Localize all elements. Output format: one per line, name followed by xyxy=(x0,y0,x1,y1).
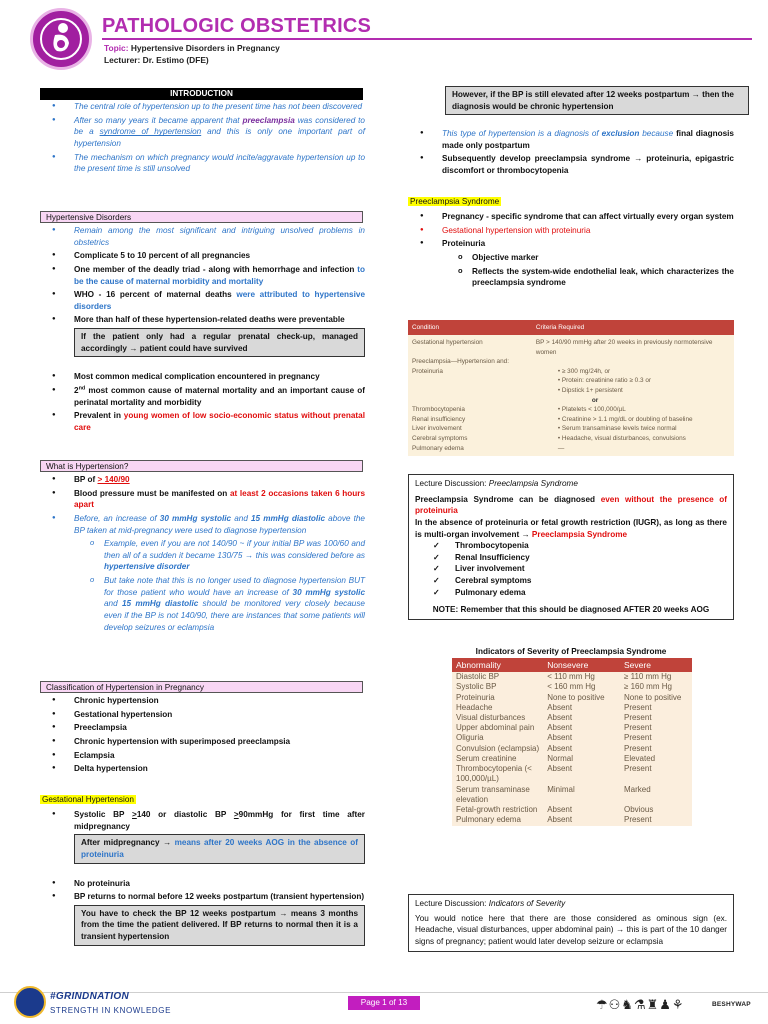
sub-item: o But take note that this is no longer used to diagnose hypertension BUT for those patient who would have an increase of 30 mmHg systolic and 15 mmHg diastolic should be monitored very closely because even if the BP is not 140/90, there are instances that some patients will develop seizures or eclampsia xyxy=(40,575,365,633)
list-item: ✓ Liver involvement xyxy=(415,563,727,575)
lecture-title: Lecture Discussion: Indicators of Severity xyxy=(415,899,566,908)
list-item: ● Blood pressure must be manifested on at least 2 occasions taken 6 hours apart xyxy=(40,488,365,511)
table-row xyxy=(452,764,692,784)
list-item: ● BP returns to normal before 12 weeks postpartum (transient hypertension) xyxy=(40,891,365,903)
note-box: After midpregnancy → means after 20 weeks AOG in the absence of proteinuria xyxy=(74,834,365,863)
column-header: Abnormality xyxy=(452,658,543,672)
lecture-paragraph: You would notice here that there are those considered as ominous sign (ex. Headache, visual disturbances, upper abdominal pain) → this is part of the 10 danger signs of pregnancy; patient would later develop seizure or eclampsia xyxy=(415,913,727,946)
list-item: ● 2nd most common cause of maternal mortality and an important cause of perinatal mortality and morbidity xyxy=(40,385,365,408)
table-cell: Thrombocytopenia (< 100,000/µL) xyxy=(456,764,532,784)
list-item: ● Proteinuria xyxy=(408,238,734,250)
table-cell: Upper abdominal pain xyxy=(456,723,535,733)
lecturer: Dr. Estimo (DFE) xyxy=(142,55,209,66)
table-cell: Present xyxy=(623,764,652,774)
table-cell: Pulmonary edema xyxy=(456,815,521,825)
list-item: ● No proteinuria xyxy=(40,878,365,890)
column-header: Criteria Required xyxy=(532,320,734,335)
table-row xyxy=(452,682,692,692)
column-header: Nonsevere xyxy=(543,658,620,672)
list-item: ✓ Renal Insufficiency xyxy=(415,552,727,564)
table-row: Proteinuria • ≥ 300 mg/24h, or xyxy=(412,367,611,375)
list-item: ● Prevalent in young women of low socio-economic status without prenatal care xyxy=(40,410,365,433)
note-box: You have to check the BP 12 weeks postpartum → means 3 months from the time the patient delivered. If BP returns to normal then it is a transient hypertension xyxy=(74,905,365,946)
sub-item: o Reflects the system-wide endothelial leak, which characterizes the preeclampsia syndrome xyxy=(408,266,734,289)
note-box: However, if the BP is still elevated after 12 weeks postpartum → then the diagnosis would be chronic hypertension xyxy=(445,86,749,115)
column-header: Condition xyxy=(408,320,532,335)
table-cell: Obvious xyxy=(623,805,654,815)
topic-label: Topic: xyxy=(104,43,129,53)
table-cell: Present xyxy=(623,723,652,733)
table-cell: Normal xyxy=(547,753,573,763)
table-cell: Oliguria xyxy=(456,733,484,743)
table-cell: < 160 mm Hg xyxy=(547,682,596,692)
table-cell: Absent xyxy=(547,733,573,743)
lecture-paragraph: Preeclampsia Syndrome can be diagnosed even without the presence of proteinuria xyxy=(415,494,727,516)
table-row: Pulmonary edema — xyxy=(412,444,565,452)
disorders-section xyxy=(40,225,365,436)
table-cell: None to positive xyxy=(623,692,682,702)
table-row xyxy=(452,693,692,703)
list-item: ● Systolic BP >140 or diastolic BP >90mmHg for first time after midpregnancy xyxy=(40,809,365,832)
table-header-row xyxy=(408,320,734,335)
page-title: PATHOLOGIC OBSTETRICS xyxy=(102,15,372,37)
lecture-note: NOTE: Remember that this should be diagnosed AFTER 20 weeks AOG xyxy=(432,605,710,615)
table-cell: Serum creatinine xyxy=(456,753,517,763)
page-indicator: Page 1 of 13 xyxy=(348,996,420,1010)
severity-table-title: Indicators of Severity of Preeclampsia Syndrome xyxy=(475,647,667,656)
table-cell: Absent xyxy=(547,702,573,712)
table-cell: Present xyxy=(623,713,652,722)
list-item: ✓ Thrombocytopenia xyxy=(415,540,727,552)
topic: Hypertensive Disorders in Pregnancy xyxy=(130,43,280,53)
table-cell: Absent xyxy=(547,805,573,815)
table-row: Renal insufficiency • Creatinine > 1.1 mg/dL or doubling of baseline xyxy=(412,415,693,423)
logo xyxy=(30,8,92,70)
sub-item: o Example, even if you are not 140/90 ~ if your initial BP was 100/60 and then all of a sudden it became 130/75 → this was considered before as hypertensive disorder xyxy=(40,538,365,573)
what-is-hypertension-heading: What is Hypertension? xyxy=(40,460,363,472)
what-section xyxy=(40,474,365,635)
intro-section xyxy=(40,101,365,177)
table-cell: Present xyxy=(623,733,652,743)
table-cell: Proteinuria xyxy=(456,692,495,702)
table-row: Liver involvement • Serum transaminase levels twice normal xyxy=(412,425,677,433)
table-cell: Present xyxy=(623,815,652,825)
table-row xyxy=(452,754,692,764)
list-item: ● Gestational hypertension with proteinuria xyxy=(408,225,734,237)
hypertensive-disorders-heading: Hypertensive Disorders xyxy=(40,211,363,223)
list-item: ✓ Pulmonary edema xyxy=(415,587,727,599)
brand-name: #GRINDNATION xyxy=(50,991,129,1002)
table-cell: < 110 mm Hg xyxy=(547,672,595,682)
list-item: ● The central role of hypertension up to the present time has not been discovered xyxy=(40,101,365,113)
credit-label: BESHYWAP xyxy=(712,1001,751,1008)
list-item: ● This type of hypertension is a diagnosis of exclusion because final diagnosis made only postpartum xyxy=(408,128,734,151)
list-item: ● Chronic hypertension with superimposed preeclampsia xyxy=(40,736,365,748)
table-row xyxy=(452,703,692,713)
list-item: ● Complicate 5 to 10 percent of all pregnancies xyxy=(40,250,365,262)
list-item: ● Subsequently develop preeclampsia syndrome → proteinuria, epigastric discomfort or thrombocytopenia xyxy=(408,153,734,176)
list-item: ● Eclampsia xyxy=(40,750,365,762)
table-row: Thrombocytopenia • Platelets < 100,000/µL xyxy=(412,406,626,414)
lecture-discussion-severity xyxy=(408,894,734,952)
table-cell: Absent xyxy=(547,815,573,825)
table-cell: Present xyxy=(623,743,652,753)
table-cell: Absent xyxy=(547,713,573,722)
gestational-hypertension-heading: Gestational Hypertension xyxy=(42,795,134,804)
table-cell: Convulsion (eclampsia) xyxy=(456,743,540,753)
lecture-paragraph: In the absence of proteinuria or fetal growth restriction (IUGR), as long as there is multi-organ involvement → Preeclampsia Syndrome xyxy=(415,517,727,539)
list-item: ● Before, an increase of 30 mmHg systolic and 15 mmHg diastolic above the BP taken at mid-pregnancy were used to diagnose hypertension xyxy=(40,513,365,536)
pregnancy-icon xyxy=(33,11,89,67)
lecture-title: Lecture Discussion: Preeclampsia Syndrome xyxy=(415,479,578,488)
table-cell: Serum transaminase elevation xyxy=(456,784,530,804)
list-item: ● WHO - 16 percent of maternal deaths were attributed to hypertensive disorders xyxy=(40,289,365,312)
table-row: • Protein: creatinine ratio ≥ 0.3 or xyxy=(557,377,652,385)
table-row xyxy=(452,733,692,743)
preeclampsia-heading: Preeclampsia Syndrome xyxy=(410,197,500,206)
list-item: ✓ Cerebral symptoms xyxy=(415,575,727,587)
table-row xyxy=(452,785,692,805)
grindnation-logo-icon xyxy=(14,986,46,1018)
table-cell: Minimal xyxy=(547,784,575,794)
lecture-discussion-preeclampsia xyxy=(408,474,734,620)
list-item: ● The mechanism on which pregnancy would incite/aggravate hypertension up to the present time is still unsolved xyxy=(40,152,365,175)
sub-item: o Objective marker xyxy=(408,252,734,264)
table-row xyxy=(452,805,692,815)
table-cell: Diastolic BP xyxy=(456,672,500,682)
list-item: ● BP of > 140/90 xyxy=(40,474,365,486)
gestational-section xyxy=(40,809,365,946)
table-header-row xyxy=(452,658,692,672)
list-item: ● Remain among the most significant and intriguing unsolved problems in obstetrics xyxy=(40,225,365,248)
criteria-table xyxy=(408,320,734,456)
table-cell: Absent xyxy=(547,743,573,753)
table-row: • Dipstick 1+ persistent xyxy=(557,387,623,395)
brand-tagline: STRENGTH IN KNOWLEDGE xyxy=(50,1006,172,1015)
severity-table xyxy=(452,658,692,826)
table-cell: Marked xyxy=(623,784,651,794)
table-row: Cerebral symptoms • Headache, visual disturbances, convulsions xyxy=(412,435,686,443)
table-cell: ≥ 110 mm Hg xyxy=(623,672,672,682)
table-cell: None to positive xyxy=(547,692,605,702)
table-row xyxy=(452,744,692,754)
table-row xyxy=(452,723,692,733)
table-cell: Absent xyxy=(547,723,573,733)
table-cell: Present xyxy=(623,702,652,712)
list-item: ● Most common medical complication encountered in pregnancy xyxy=(40,371,365,383)
table-cell: Systolic BP xyxy=(456,682,497,692)
list-item: ● Pregnancy - specific syndrome that can affect virtually every organ system xyxy=(408,211,734,223)
table-cell: Fetal-growth restriction xyxy=(456,805,538,815)
table-cell: Headache xyxy=(456,702,493,712)
list-item: ● More than half of these hypertension-related deaths were preventable xyxy=(40,314,365,326)
list-item: ● After so many years it became apparent that preeclampsia was considered to be a syndrome of hypertension and this is only one important part of hypertension xyxy=(40,115,365,150)
table-row: Preeclampsia—Hypertension and: xyxy=(412,358,509,366)
header-info xyxy=(104,42,280,66)
list-item: ● Gestational hypertension xyxy=(40,709,365,721)
column-header: Severe xyxy=(620,658,692,672)
table-row xyxy=(452,713,692,723)
list-item: ● Preeclampsia xyxy=(40,722,365,734)
list-item: ● One member of the deadly triad - along with hemorrhage and infection to be the cause of maternal morbidity and mortality xyxy=(40,264,365,287)
list-item: ● Delta hypertension xyxy=(40,763,365,775)
team-icons: ☂⚇♞⚗♜♟⚘ xyxy=(596,997,685,1012)
intro-heading: INTRODUCTION xyxy=(40,88,363,100)
table-cell: Visual disturbances xyxy=(456,713,526,722)
table-row xyxy=(452,672,692,682)
table-row xyxy=(452,815,692,825)
lecturer-label: Lecturer: xyxy=(104,55,141,66)
classification-section xyxy=(40,695,365,777)
list-item: ● Chronic hypertension xyxy=(40,695,365,707)
table-cell: Elevated xyxy=(623,753,656,763)
table-cell: ≥ 160 mm Hg xyxy=(623,682,672,692)
exclusion-section xyxy=(408,128,734,179)
preeclampsia-section xyxy=(408,211,734,291)
table-row: or xyxy=(591,396,599,404)
table-row: Gestational hypertension BP > 140/90 mmHg after 20 weeks in previously normotensive women xyxy=(412,339,713,356)
header-rule xyxy=(102,38,752,40)
note-box: If the patient only had a regular prenatal check-up, managed accordingly → patient could have survived xyxy=(74,328,365,357)
table-cell: Absent xyxy=(547,764,573,774)
classification-heading: Classification of Hypertension in Pregnancy xyxy=(40,681,363,693)
